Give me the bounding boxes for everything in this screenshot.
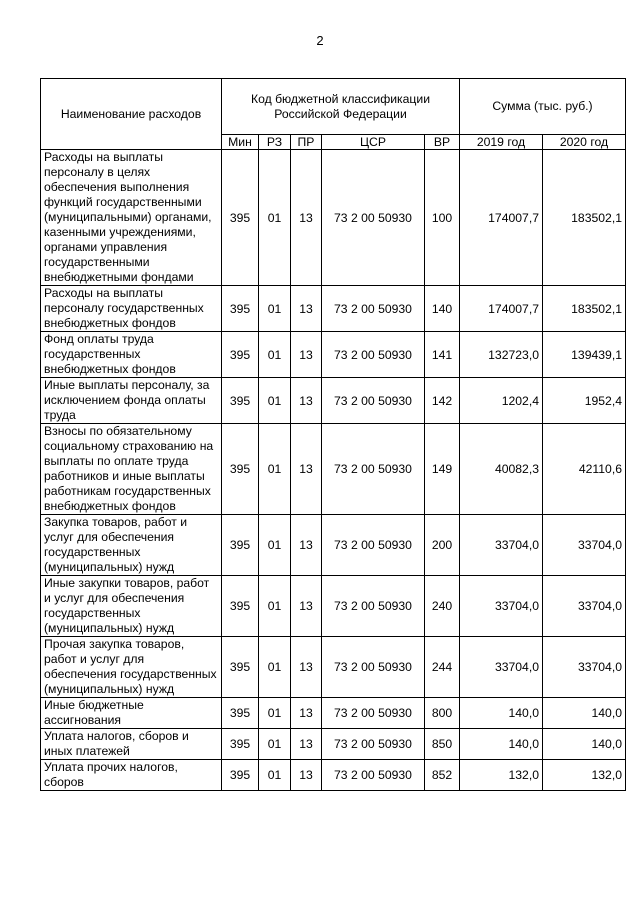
expense-name: Закупка товаров, работ и услуг для обеспечения государственных (муниципальных) нужд: [41, 515, 222, 576]
rz-code: 01: [259, 698, 291, 729]
table-row: [41, 698, 626, 729]
rz-code: 01: [259, 286, 291, 332]
vr-code: 850: [425, 729, 460, 760]
csr-code: 73 2 00 50930: [322, 698, 425, 729]
header-2019: 2019 год: [460, 135, 543, 150]
csr-code: 73 2 00 50930: [322, 378, 425, 424]
vr-code: 140: [425, 286, 460, 332]
sum-2020: 33704,0: [543, 576, 626, 637]
vr-code: 100: [425, 150, 460, 286]
pr-code: 13: [291, 576, 322, 637]
header-rz: РЗ: [259, 135, 291, 150]
pr-code: 13: [291, 332, 322, 378]
expense-name: Иные закупки товаров, работ и услуг для обеспечения государственных (муниципальных) нужд: [41, 576, 222, 637]
sum-2019: 33704,0: [460, 576, 543, 637]
rz-code: 01: [259, 150, 291, 286]
rz-code: 01: [259, 515, 291, 576]
table-row: [41, 576, 626, 637]
table-row: [41, 515, 626, 576]
min-code: 395: [222, 760, 259, 791]
vr-code: 141: [425, 332, 460, 378]
expense-name: Фонд оплаты труда государственных внебюджетных фондов: [41, 332, 222, 378]
sum-2020: 139439,1: [543, 332, 626, 378]
vr-code: 142: [425, 378, 460, 424]
min-code: 395: [222, 150, 259, 286]
min-code: 395: [222, 332, 259, 378]
header-code: Код бюджетной классификации Российской Федерации: [222, 79, 460, 135]
csr-code: 73 2 00 50930: [322, 332, 425, 378]
expense-name: Иные бюджетные ассигнования: [41, 698, 222, 729]
sum-2020: 1952,4: [543, 378, 626, 424]
csr-code: 73 2 00 50930: [322, 760, 425, 791]
csr-code: 73 2 00 50930: [322, 637, 425, 698]
table-row: [41, 729, 626, 760]
table-row: [41, 424, 626, 515]
pr-code: 13: [291, 515, 322, 576]
sum-2019: 132,0: [460, 760, 543, 791]
csr-code: 73 2 00 50930: [322, 286, 425, 332]
header-vr: ВР: [425, 135, 460, 150]
csr-code: 73 2 00 50930: [322, 515, 425, 576]
min-code: 395: [222, 515, 259, 576]
pr-code: 13: [291, 378, 322, 424]
expense-name: Взносы по обязательному социальному страхованию на выплаты по оплате труда работников и иные выплаты работникам государственных внебюджетных фондов: [41, 424, 222, 515]
rz-code: 01: [259, 760, 291, 791]
expense-name: Уплата прочих налогов, сборов: [41, 760, 222, 791]
sum-2019: 174007,7: [460, 286, 543, 332]
csr-code: 73 2 00 50930: [322, 729, 425, 760]
csr-code: 73 2 00 50930: [322, 150, 425, 286]
sum-2019: 33704,0: [460, 637, 543, 698]
header-name: Наименование расходов: [41, 79, 222, 150]
sum-2019: 140,0: [460, 729, 543, 760]
csr-code: 73 2 00 50930: [322, 576, 425, 637]
min-code: 395: [222, 698, 259, 729]
budget-table: [40, 78, 626, 791]
expense-name: Уплата налогов, сборов и иных платежей: [41, 729, 222, 760]
sum-2020: 42110,6: [543, 424, 626, 515]
min-code: 395: [222, 424, 259, 515]
expense-name: Прочая закупка товаров, работ и услуг для обеспечения государственных (муниципальных) нужд: [41, 637, 222, 698]
header-min: Мин: [222, 135, 259, 150]
page-number: 2: [316, 33, 324, 48]
sum-2019: 40082,3: [460, 424, 543, 515]
min-code: 395: [222, 286, 259, 332]
min-code: 395: [222, 576, 259, 637]
sum-2019: 174007,7: [460, 150, 543, 286]
vr-code: 800: [425, 698, 460, 729]
sum-2020: 140,0: [543, 729, 626, 760]
table-row: [41, 378, 626, 424]
sum-2020: 140,0: [543, 698, 626, 729]
sum-2020: 183502,1: [543, 286, 626, 332]
expense-name: Иные выплаты персоналу, за исключением фонда оплаты труда: [41, 378, 222, 424]
sum-2020: 132,0: [543, 760, 626, 791]
header-2020: 2020 год: [543, 135, 626, 150]
pr-code: 13: [291, 637, 322, 698]
table-row: [41, 150, 626, 286]
sum-2019: 1202,4: [460, 378, 543, 424]
header-csr: ЦСР: [322, 135, 425, 150]
sum-2020: 33704,0: [543, 637, 626, 698]
header-pr: ПР: [291, 135, 322, 150]
header-row: [41, 79, 626, 135]
sum-2019: 33704,0: [460, 515, 543, 576]
pr-code: 13: [291, 698, 322, 729]
pr-code: 13: [291, 729, 322, 760]
rz-code: 01: [259, 729, 291, 760]
rz-code: 01: [259, 378, 291, 424]
sum-2020: 183502,1: [543, 150, 626, 286]
rz-code: 01: [259, 424, 291, 515]
rz-code: 01: [259, 332, 291, 378]
pr-code: 13: [291, 760, 322, 791]
min-code: 395: [222, 729, 259, 760]
table-row: [41, 332, 626, 378]
sum-2019: 132723,0: [460, 332, 543, 378]
pr-code: 13: [291, 286, 322, 332]
min-code: 395: [222, 378, 259, 424]
vr-code: 149: [425, 424, 460, 515]
sum-2019: 140,0: [460, 698, 543, 729]
expense-name: Расходы на выплаты персоналу в целях обеспечения выполнения функций государственными (муниципальными) органами, казенными учреждениями, органами управления государственными внебюджетными фондами: [41, 150, 222, 286]
pr-code: 13: [291, 424, 322, 515]
table-row: [41, 760, 626, 791]
expense-name: Расходы на выплаты персоналу государственных внебюджетных фондов: [41, 286, 222, 332]
vr-code: 200: [425, 515, 460, 576]
csr-code: 73 2 00 50930: [322, 424, 425, 515]
header-sum: Сумма (тыс. руб.): [460, 79, 626, 135]
rz-code: 01: [259, 637, 291, 698]
table-row: [41, 286, 626, 332]
pr-code: 13: [291, 150, 322, 286]
vr-code: 240: [425, 576, 460, 637]
table-row: [41, 637, 626, 698]
vr-code: 852: [425, 760, 460, 791]
min-code: 395: [222, 637, 259, 698]
vr-code: 244: [425, 637, 460, 698]
rz-code: 01: [259, 576, 291, 637]
sum-2020: 33704,0: [543, 515, 626, 576]
